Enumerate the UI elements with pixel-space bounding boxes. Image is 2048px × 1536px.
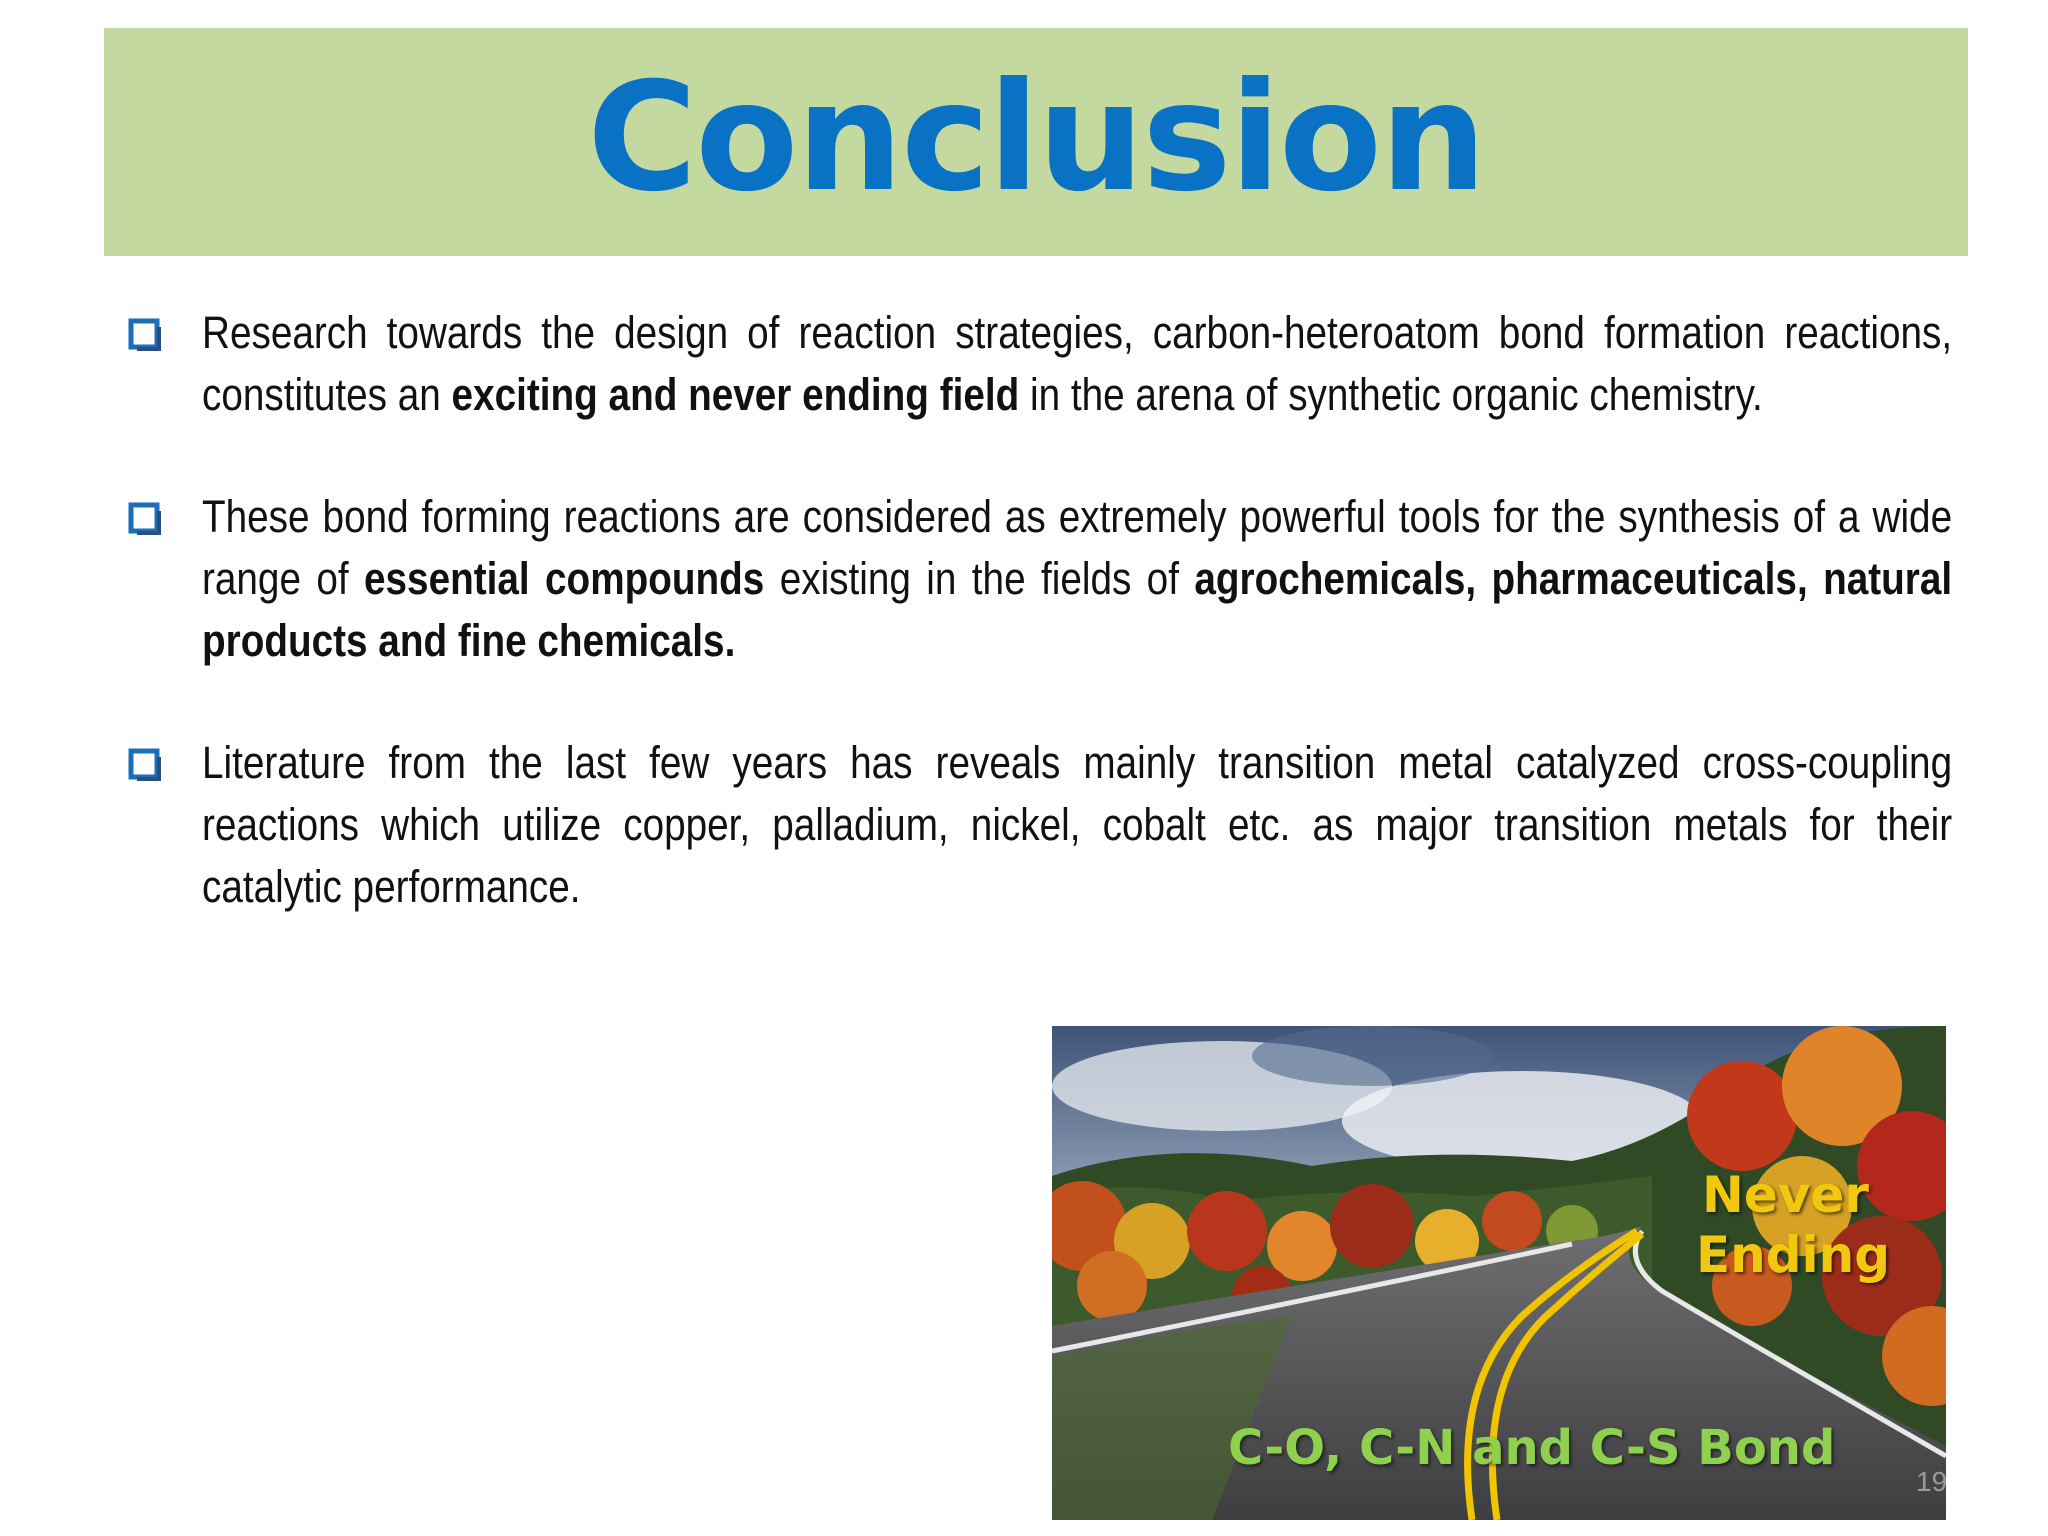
bullet-2-segment-3: existing in the fields of	[764, 553, 1195, 604]
bullet-2-segment-1: These bond forming reactions are considered as extremely powerful tools for the synthesis of a wide range of	[202, 491, 1953, 604]
bullet-item-2	[120, 486, 1952, 672]
checkbox-square-icon	[128, 318, 162, 352]
bullet-list	[120, 302, 1952, 978]
bullet-2-emphasis-2: agrochemicals, pharmaceuticals, natural products and fine chemicals.	[202, 553, 1953, 666]
checkbox-square-icon	[128, 502, 162, 536]
bullet-3-segment-1: Literature from the last few years has reveals mainly transition metal catalyzed cross-coupling reactions which utilize copper, palladium, nickel, cobalt etc. as major transition metals for their catalytic performance.	[202, 737, 1953, 912]
title-banner	[104, 28, 1968, 256]
bullet-2-emphasis-1: essential compounds	[364, 553, 765, 604]
bullet-text	[202, 486, 1952, 672]
bullet-1-emphasis: exciting and never ending field	[451, 369, 1020, 420]
never-label: Never	[1702, 1166, 1869, 1224]
ending-label: Ending	[1696, 1226, 1891, 1284]
bullet-1-segment-1: Research towards the design of reaction strategies, carbon-heteroatom bond formation reactions, constitutes an	[202, 307, 1953, 420]
checkbox-square-icon	[128, 748, 162, 782]
page-title: Conclusion	[587, 51, 1485, 225]
road-photo	[1052, 1026, 1946, 1520]
bullet-text	[202, 732, 1952, 918]
page-number: 19	[1916, 1466, 1948, 1497]
bond-caption: C-O, C-N and C-S Bond	[1228, 1420, 1836, 1476]
bullet-item-3	[120, 732, 1952, 918]
bullet-text	[202, 302, 1952, 426]
bullet-item-1	[120, 302, 1952, 426]
bullet-1-segment-3: in the arena of synthetic organic chemistry.	[1019, 369, 1763, 420]
